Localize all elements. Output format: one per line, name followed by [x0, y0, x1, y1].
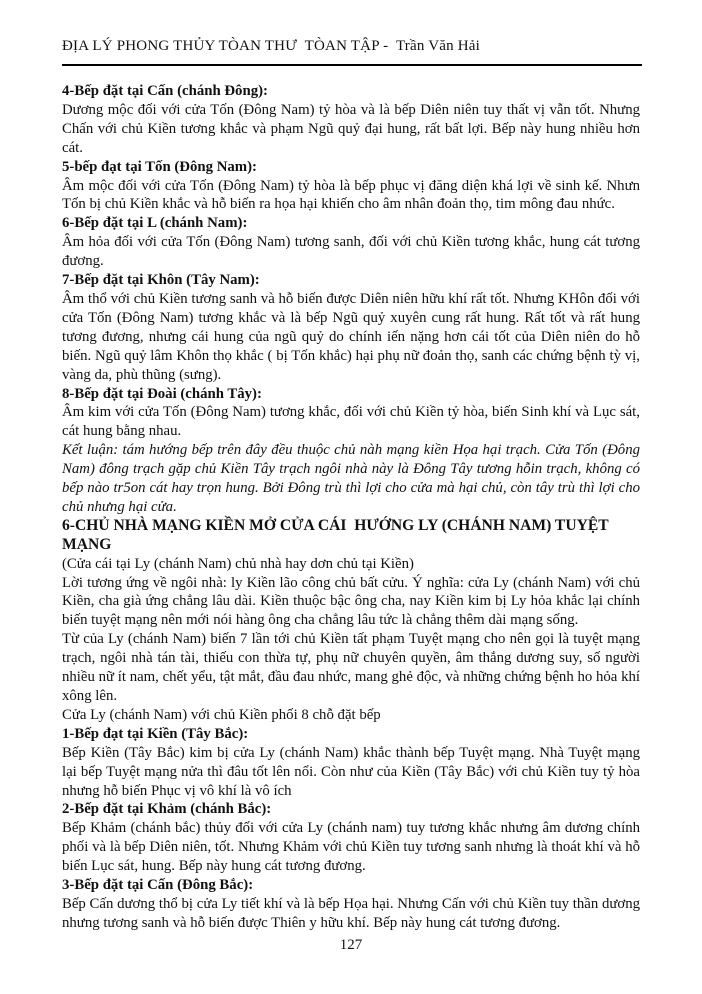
- body-paragraph: Dương mộc đối với cửa Tốn (Đông Nam) tỷ hòa và là bếp Diên niên tuy thất vị vẫn tốt. Nhưng Chấn với chủ Kiền tương khắc và phạm Ngũ quỷ đại hung, rất bất lợi. Bếp này hung nhiều hơn cát.: [62, 101, 640, 156]
- page-number: 127: [339, 937, 363, 953]
- body-paragraph: Bếp Cấn dương thổ bị cửa Ly tiết khí và là bếp Họa hại. Nhưng Cấn với chủ Kiền tuy thần dương nhưng tương sanh và hỗ biến được Thiên y hữu khí. Bếp này hung cát tương đương.: [62, 895, 640, 931]
- body-paragraph: Bếp Khảm (chánh bắc) thủy đối với cửa Ly (chánh nam) tuy tương khắc nhưng âm dương chính phối và là bếp Diên niên, tốt. Nhưng Khảm với chủ Kiền tuy tương sanh nhưng là thoát khí và hỗ biến Lục sát, hung. Bếp này hung cát tương đương.: [62, 820, 640, 875]
- section-heading: 6-CHỦ NHÀ MẠNG KIỀN MỞ CỬA CÁI HƯỚNG LY (CHÁNH NAM) TUYỆT MẠNG: [62, 516, 613, 553]
- section-heading: 4-Bếp đặt tại Cấn (chánh Đông):: [62, 83, 268, 99]
- document-body: [62, 82, 640, 933]
- section-heading: 5-bếp đạt tại Tốn (Đông Nam):: [62, 158, 257, 175]
- page-header: [62, 38, 642, 74]
- header-divider: [62, 64, 642, 66]
- body-paragraph: Cửa Ly (chánh Nam) với chủ Kiền phối 8 chỗ đặt bếp: [62, 706, 381, 723]
- body-paragraph: Âm hỏa đối với cửa Tốn (Đông Nam) tương sanh, đối với chủ Kiền tương khắc, hung cát tương đương.: [62, 234, 640, 270]
- body-paragraph: Bếp Kiền (Tây Bắc) kim bị cửa Ly (chánh Nam) khắc thành bếp Tuyệt mạng. Nhà Tuyệt mạng lại bếp Tuyệt mạng nửa thì đâu tốt lên nổi. Còn như của Kiền (Tây Bắc) với chủ Kiền tuy tỷ hòa nhưng hỗ biến Phục vị vô khí là vô ích: [62, 744, 640, 799]
- body-paragraph: Lời tương ứng về ngôi nhà: ly Kiền lão công chủ bất cửu. Ý nghĩa: cửa Ly (chánh Nam) với chủ Kiền, cha già ứng chẳng lâu dài. Kiền thuộc bậc ông cha, nay Kiền kim bị Ly hỏa khắc lại chính biến tuyệt mạng nên mới nói hàng ông cha chẳng lâu tức là chẳng thêm dài mạng sống.: [62, 574, 640, 629]
- body-paragraph: Âm mộc đối với cửa Tốn (Đông Nam) tỷ hòa là bếp phục vị đăng diện khá lợi về sinh kế. Nhưn Tốn bị chủ Kiền khắc và hỗ biến ra họa hại khiến cho âm nhân đoản thọ, tim mông đau nhức.: [62, 177, 640, 213]
- body-paragraph: Âm thổ với chủ Kiền tương sanh và hỗ biến được Diên niên hữu khí rất tốt. Nhưng KHôn đối với cửa Tốn (Đông Nam) tương khắc và là bếp Ngũ quỷ xuyên cung rất hung. Rất tốt và rất hung tương đương, nhưng cái hung của ngũ quỷ do chính iến nặng hơn cái tốt của Diên niên do hỗ biến. Ngũ quỷ lâm Khôn thọ khắc ( bị Tốn khắc) hại phụ nữ đoản thọ, sanh các chứng bệnh tỳ vị, vàng da, phù thũng (sưng).: [62, 290, 640, 383]
- body-paragraph: Từ của Ly (chánh Nam) biến 7 lần tới chủ Kiền tất phạm Tuyệt mạng cho nên gọi là tuyệt mạng trạch, ngôi nhà tán tài, thiếu con thừa tự, phụ nữ chuyên quyền, âm thắng dương suy, số người nhiều nữ ít nam, chết yểu, tật mắt, đầu đau nhức, mang ghẻ độc, và những chứng bệnh ho hỏa khí xông lên.: [62, 631, 640, 704]
- body-paragraph: (Cửa cái tại Ly (chánh Nam) chủ nhà hay dơn chủ tại Kiền): [62, 555, 414, 572]
- page-footer: [0, 936, 702, 954]
- section-heading: 8-Bếp đặt tại Đoài (chánh Tây):: [62, 385, 262, 402]
- section-heading: 1-Bếp đạt tại Kiền (Tây Bắc):: [62, 725, 249, 742]
- body-paragraph: Kết luận: tám hướng bếp trên đây đều thuộc chủ nàh mạng kiền Họa hại trạch. Cửa Tốn (Đông Nam) đông trạch gặp chủ Kiền Tây trạch ngôi nhà này là Đông Tây tương hỗin trạch, không có bếp nào tr5on cát hay trọn hung. Bởi Đông trù thì lợi cho cửa mà hại chủ, còn tây trù thì lợi cho chủ nhưng hại cửa.: [62, 442, 640, 515]
- body-paragraph: Âm kim với cửa Tốn (Đông Nam) tương khắc, đối với chủ Kiền tỷ hòa, biến Sinh khí và Lục sát, cát hung bằng nhau.: [62, 404, 640, 440]
- book-title: ĐỊA LÝ PHONG THỦY TÒAN THƯ TÒAN TẬP - Trần Văn Hải: [62, 38, 481, 54]
- section-heading: 7-Bếp đặt tại Khôn (Tây Nam):: [62, 272, 260, 289]
- section-heading: 6-Bếp đặt tại L (chánh Nam):: [62, 215, 248, 232]
- section-heading: 3-Bếp đặt tại Cấn (Đông Bắc):: [62, 877, 254, 894]
- section-heading: 2-Bếp đặt tại Khảm (chánh Bắc):: [62, 801, 272, 818]
